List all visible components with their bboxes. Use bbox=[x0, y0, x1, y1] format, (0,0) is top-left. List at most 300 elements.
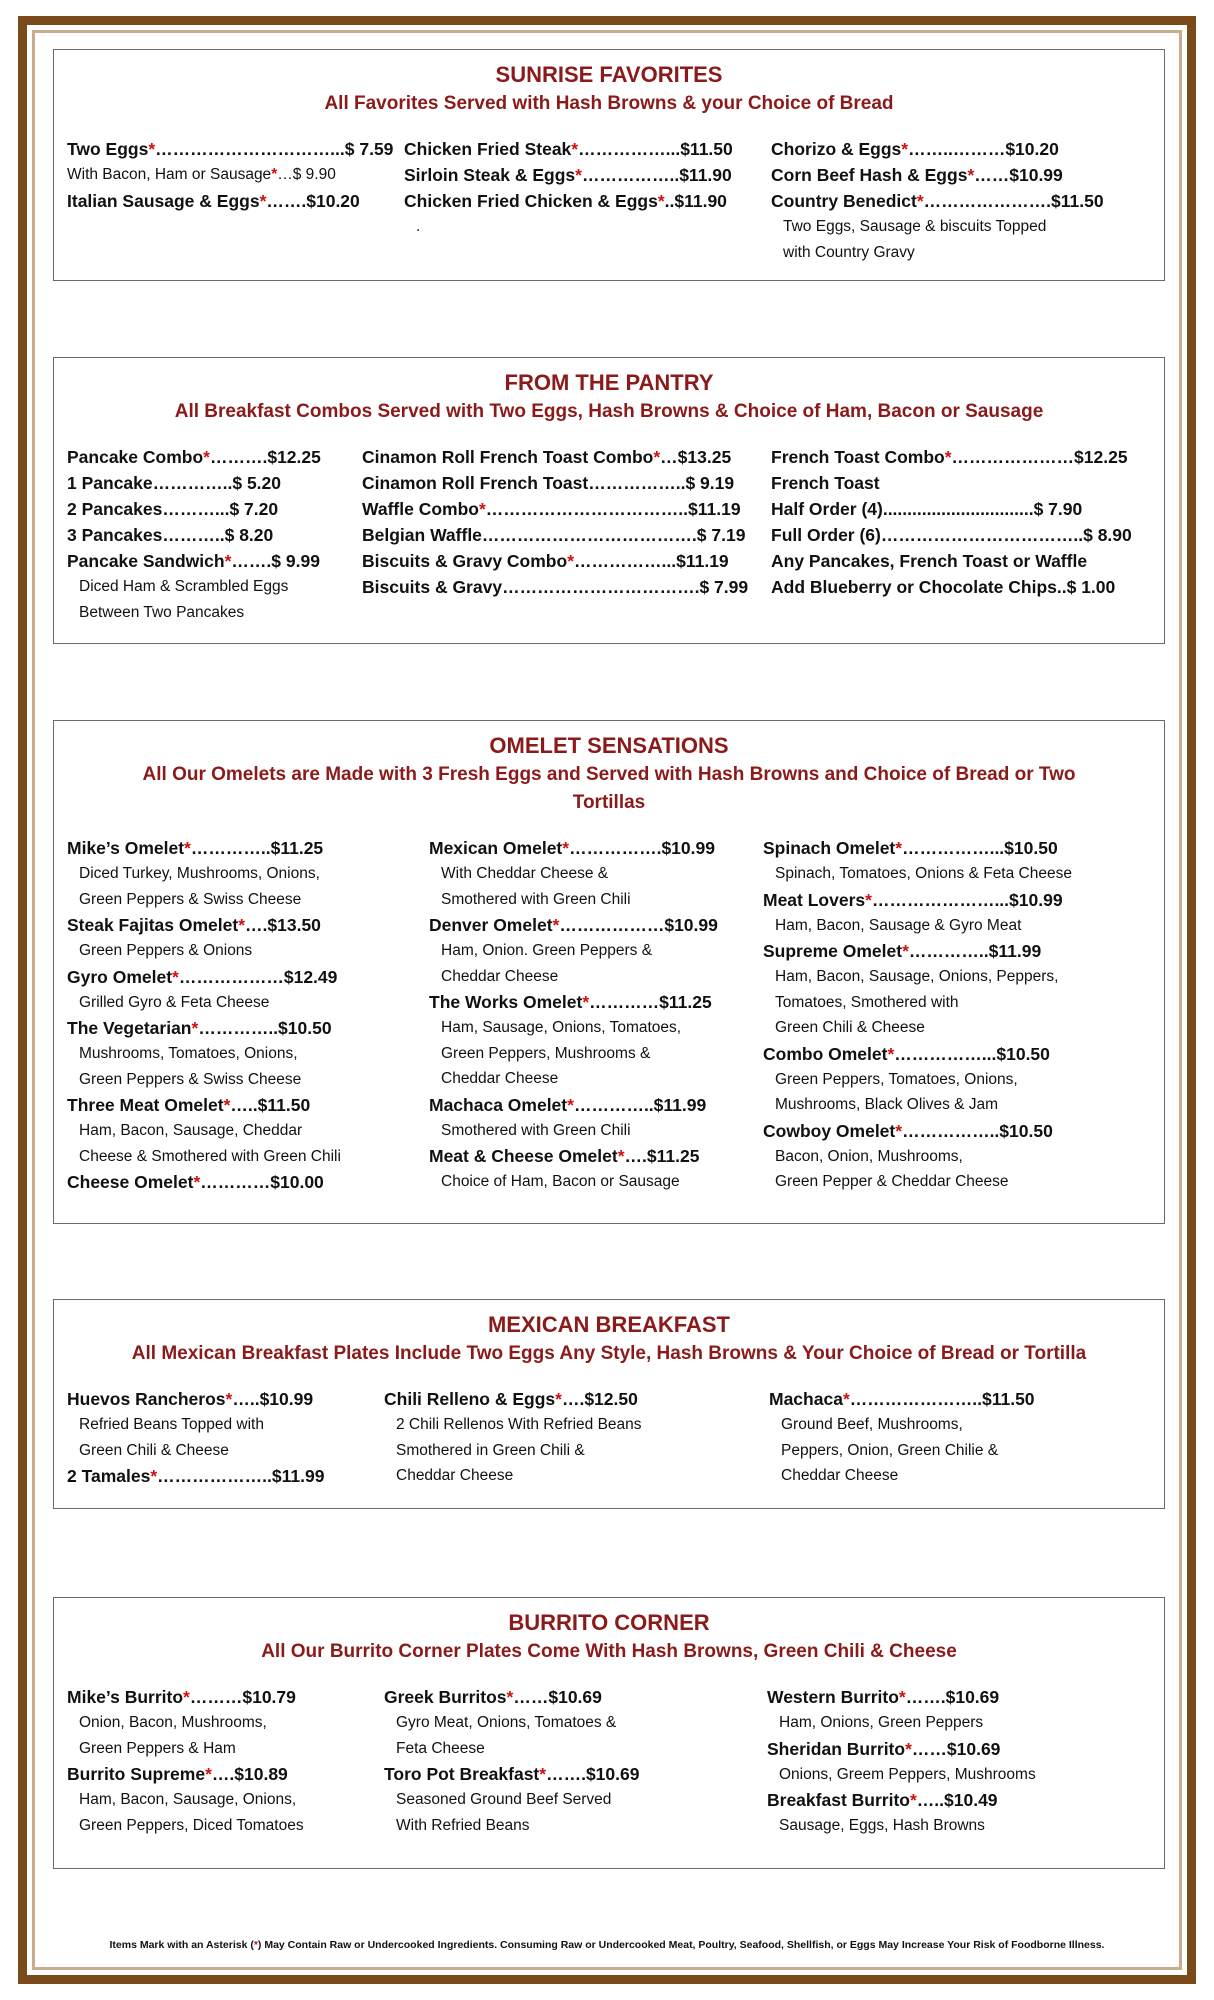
asterisk-marker: * bbox=[887, 1043, 895, 1064]
section-subtitle: All Mexican Breakfast Plates Include Two Eggs Any Style, Hash Browns & Your Choice of Bread or Tortilla bbox=[131, 1343, 1087, 1364]
menu-item-row bbox=[404, 188, 733, 214]
asterisk-marker: * bbox=[902, 941, 909, 961]
menu-item-name: 1 Pancake bbox=[67, 473, 153, 493]
menu-item-name: Cowboy Omelet bbox=[763, 1120, 896, 1141]
dot-leader: ………… bbox=[589, 992, 660, 1012]
menu-item-description: Onions, Greem Peppers, Mushrooms bbox=[779, 1765, 1036, 1783]
menu-item-row bbox=[67, 496, 321, 522]
menu-item-name: With Bacon, Ham or Sausage bbox=[67, 166, 272, 183]
section-burrito-corner bbox=[53, 1597, 1165, 1869]
menu-item-price: $10.99 bbox=[1009, 165, 1063, 185]
menu-item-row bbox=[362, 444, 748, 470]
menu-item-description: Mushrooms, Black Olives & Jam bbox=[775, 1096, 999, 1113]
menu-item-row bbox=[67, 912, 341, 938]
menu-item-name: Cheese Omelet bbox=[67, 1172, 194, 1192]
menu-item-name: 3 Pancakes bbox=[67, 525, 163, 545]
asterisk-marker: * bbox=[895, 1120, 903, 1141]
dot-leader: ……..……… bbox=[908, 139, 1006, 159]
menu-item-description: Green Peppers & Swiss Cheese bbox=[79, 1070, 302, 1088]
menu-item-name: Add Blueberry or Chocolate Chips bbox=[771, 577, 1057, 597]
dot-leader: ………….. bbox=[152, 473, 233, 493]
dot-leader: ……………………………. bbox=[502, 577, 700, 597]
menu-item-price: $12.49 bbox=[283, 966, 338, 987]
dot-leader: ….. bbox=[916, 1790, 945, 1810]
menu-item-row bbox=[362, 548, 748, 574]
menu-item-row bbox=[429, 912, 718, 938]
asterisk-marker: * bbox=[506, 1687, 514, 1707]
dot-leader: ……….. bbox=[162, 525, 225, 545]
menu-item-row bbox=[67, 1761, 304, 1787]
menu-item-description: Green Peppers & Onions bbox=[79, 942, 253, 959]
dot-leader: ………………… bbox=[951, 447, 1075, 467]
dot-leader: ………….. bbox=[190, 838, 271, 858]
menu-item-description: Cheddar Cheese bbox=[441, 967, 559, 985]
dot-leader: ……… bbox=[189, 1687, 243, 1707]
menu-item-name: Burrito Supreme bbox=[67, 1764, 206, 1784]
asterisk-marker: * bbox=[183, 1687, 190, 1707]
asterisk-marker: * bbox=[865, 889, 872, 910]
menu-item-name: Gyro Omelet bbox=[67, 966, 173, 987]
menu-item-price: $11.90 bbox=[679, 165, 732, 185]
section-title: FROM THE PANTRY bbox=[504, 370, 714, 395]
menu-item-description: Green Chili & Cheese bbox=[79, 1441, 229, 1459]
menu-item-name: Two Eggs bbox=[67, 139, 149, 159]
asterisk-marker: * bbox=[842, 1389, 850, 1409]
dot-leader: ……. bbox=[231, 551, 272, 571]
menu-item-name: Chorizo & Eggs bbox=[771, 139, 902, 159]
dot-leader: …… bbox=[911, 1738, 947, 1759]
menu-item-price: $10.20 bbox=[306, 191, 360, 211]
dot-leader: ……………….. bbox=[157, 1466, 272, 1486]
menu-item-name: Meat Lovers bbox=[763, 889, 866, 910]
asterisk-marker: * bbox=[259, 191, 267, 211]
menu-item-name: Breakfast Burrito bbox=[767, 1790, 910, 1810]
menu-item-name: Sheridan Burrito bbox=[767, 1738, 906, 1759]
menu-item-description: Cheddar Cheese bbox=[396, 1467, 514, 1484]
menu-item-row bbox=[771, 188, 1104, 214]
menu-item-description: Tomatoes, Smothered with bbox=[775, 993, 959, 1011]
menu-item-row bbox=[771, 522, 1132, 548]
menu-item-name: Steak Fajitas Omelet bbox=[67, 915, 239, 935]
dot-leader: … bbox=[277, 166, 293, 183]
menu-item-row bbox=[67, 522, 321, 548]
menu-item-price: $11.90 bbox=[674, 191, 727, 211]
menu-item-row bbox=[767, 1736, 1036, 1762]
menu-item-row bbox=[763, 938, 1072, 964]
asterisk-marker: * bbox=[657, 191, 665, 211]
dot-leader: …………………………….. bbox=[880, 525, 1084, 545]
menu-column-left bbox=[67, 1684, 304, 1838]
menu-item-price: $11.99 bbox=[653, 1094, 707, 1115]
disclaimer-text-start: Items Mark with an Asterisk ( bbox=[109, 1939, 254, 1951]
menu-item-row bbox=[362, 574, 748, 600]
menu-item-description: Ham, Bacon, Sausage, Onions, bbox=[79, 1791, 297, 1808]
menu-column-right bbox=[771, 136, 1104, 265]
menu-item-name: Cinamon Roll French Toast bbox=[362, 473, 589, 493]
menu-item-description: Ham, Bacon, Sausage, Cheddar bbox=[79, 1122, 303, 1139]
asterisk-marker: * bbox=[238, 915, 246, 935]
dot-leader: ………………………………. bbox=[481, 525, 697, 545]
dot-leader: …. bbox=[624, 1146, 647, 1166]
section-sunrise-favorites bbox=[53, 49, 1165, 281]
dot-leader: ……. bbox=[905, 1687, 946, 1707]
menu-item-row bbox=[771, 470, 1132, 496]
menu-item-name: Corn Beef Hash & Eggs bbox=[771, 165, 968, 185]
asterisk-marker: * bbox=[552, 915, 560, 935]
menu-column-right bbox=[771, 444, 1132, 600]
menu-item-description: Ham, Sausage, Onions, Tomatoes, bbox=[441, 1019, 682, 1036]
dot-leader: …. bbox=[211, 1764, 235, 1784]
menu-item-name: The Works Omelet bbox=[429, 992, 583, 1012]
dot-leader: ………... bbox=[162, 499, 230, 519]
menu-item-row bbox=[771, 136, 1104, 162]
menu-item-name: French Toast Combo bbox=[771, 447, 945, 467]
menu-item-row bbox=[763, 1041, 1072, 1067]
asterisk-marker: * bbox=[898, 1687, 906, 1707]
menu-item-price: $ 8.20 bbox=[224, 525, 274, 545]
menu-item-description: Grilled Gyro & Feta Cheese bbox=[79, 993, 270, 1011]
menu-item-row bbox=[67, 1684, 304, 1710]
menu-item-row bbox=[67, 1386, 324, 1412]
menu-item-row bbox=[67, 444, 321, 470]
asterisk-marker: * bbox=[895, 838, 903, 858]
asterisk-marker: * bbox=[916, 191, 924, 211]
menu-item-description: Green Peppers, Diced Tomatoes bbox=[79, 1816, 304, 1834]
asterisk-marker: * bbox=[184, 838, 191, 858]
menu-item-row bbox=[67, 1169, 341, 1195]
menu-item-price: $10.99 bbox=[661, 838, 715, 858]
asterisk-marker: * bbox=[191, 1018, 199, 1038]
asterisk-marker: * bbox=[478, 499, 486, 519]
section-from-the-pantry bbox=[53, 357, 1165, 644]
dot-leader: ……………… bbox=[178, 966, 284, 987]
section-mexican-breakfast bbox=[53, 1299, 1165, 1509]
asterisk-marker: * bbox=[905, 1738, 912, 1759]
disclaimer-text-end: ) May Contain Raw or Undercooked Ingredients. Consuming Raw or Undercooked Meat, Poultry, Seafood, Shellfish, or Eggs May Increase Your Risk of Foodborne Illness. bbox=[257, 1939, 1105, 1951]
menu-item-name: Denver Omelet bbox=[429, 915, 553, 935]
menu-item-description: Two Eggs, Sausage & biscuits Topped bbox=[783, 218, 1047, 235]
menu-item-description: Smothered with Green Chili bbox=[441, 890, 631, 908]
menu-item-row bbox=[404, 162, 733, 188]
menu-item-name: French Toast bbox=[771, 473, 880, 493]
menu-item-row bbox=[67, 188, 393, 214]
menu-column-left bbox=[67, 444, 321, 625]
menu-item-name: Cinamon Roll French Toast Combo bbox=[362, 447, 654, 467]
asterisk-marker: * bbox=[148, 139, 156, 159]
menu-item-price: $ 5.20 bbox=[232, 473, 282, 493]
menu-item-name: Waffle Combo bbox=[362, 499, 479, 519]
menu-item-price: $11.50 bbox=[1051, 191, 1104, 211]
dot-leader: .. bbox=[1056, 577, 1067, 597]
menu-item-name: Biscuits & Gravy bbox=[362, 577, 503, 597]
asterisk-marker: * bbox=[193, 1172, 201, 1192]
menu-item-name: Western Burrito bbox=[767, 1687, 899, 1707]
dot-leader: …………….. bbox=[581, 165, 680, 185]
menu-item-price: $ 7.90 bbox=[1033, 499, 1083, 519]
menu-item-row bbox=[771, 496, 1132, 522]
dot-leader: … bbox=[660, 447, 678, 467]
dot-leader: ….. bbox=[230, 1095, 258, 1115]
menu-item-description: Seasoned Ground Beef Served bbox=[396, 1791, 612, 1808]
asterisk-marker: * bbox=[150, 1466, 158, 1486]
menu-item-name: Belgian Waffle bbox=[362, 525, 482, 545]
menu-item-price: $10.89 bbox=[234, 1764, 288, 1784]
menu-item-description: Cheddar Cheese bbox=[441, 1070, 559, 1087]
dot-leader: ……………… bbox=[559, 915, 665, 935]
dot-leader: …………………... bbox=[871, 889, 1010, 910]
menu-item-name: Full Order (6) bbox=[771, 525, 881, 545]
menu-item-name: Supreme Omelet bbox=[763, 941, 903, 961]
menu-item-description: Green Pepper & Cheddar Cheese bbox=[775, 1173, 1009, 1190]
menu-item-name: Mike’s Burrito bbox=[67, 1687, 184, 1707]
menu-column-middle bbox=[362, 444, 748, 600]
menu-item-name: Spinach Omelet bbox=[763, 838, 896, 858]
menu-item-name: Pancake Sandwich bbox=[67, 551, 225, 571]
menu-item-description: Smothered in Green Chili & bbox=[396, 1441, 585, 1459]
dot-leader: ............................... bbox=[882, 499, 1034, 519]
menu-item-row bbox=[67, 470, 321, 496]
menu-item-row bbox=[771, 548, 1132, 574]
section-subtitle: All Our Omelets are Made with 3 Fresh Eggs and Served with Hash Browns and Choice of Bread or Two Tortillas bbox=[142, 764, 1076, 813]
menu-item-price: $11.50 bbox=[981, 1389, 1035, 1409]
dot-leader: …… bbox=[513, 1687, 549, 1707]
dot-leader: ………….. bbox=[198, 1018, 279, 1038]
menu-item-row bbox=[67, 1463, 324, 1489]
dot-leader: ………. bbox=[209, 447, 268, 467]
menu-item-price: $11.99 bbox=[271, 1466, 325, 1486]
section-omelet-sensations bbox=[53, 720, 1165, 1224]
menu-item-price: $11.19 bbox=[676, 551, 729, 571]
menu-item-row bbox=[767, 1684, 1036, 1710]
asterisk-marker: * bbox=[205, 1764, 212, 1784]
menu-item-name: Country Benedict bbox=[771, 191, 917, 211]
menu-item-description: Mushrooms, Tomatoes, Onions, bbox=[79, 1045, 298, 1062]
asterisk-marker: * bbox=[901, 139, 909, 159]
menu-item-description: Green Chili & Cheese bbox=[775, 1019, 925, 1036]
menu-item-price: $ 7.99 bbox=[699, 577, 749, 597]
menu-item-name: Mike’s Omelet bbox=[67, 838, 185, 858]
menu-item-description: Ham, Onions, Green Peppers bbox=[779, 1714, 984, 1731]
menu-item-row bbox=[67, 162, 393, 188]
asterisk-marker: * bbox=[909, 1790, 917, 1810]
menu-item-price: $ 9.19 bbox=[685, 473, 735, 493]
menu-item-name: The Vegetarian bbox=[67, 1018, 192, 1038]
menu-item-price: $ 7.20 bbox=[229, 499, 279, 519]
menu-item-name: Combo Omelet bbox=[763, 1043, 888, 1064]
menu-item-name: Greek Burritos bbox=[384, 1687, 507, 1707]
menu-item-price: $10.50 bbox=[996, 1043, 1050, 1064]
dot-leader: ……………... bbox=[894, 1043, 997, 1064]
section-title: MEXICAN BREAKFAST bbox=[487, 1312, 730, 1337]
menu-item-row bbox=[771, 574, 1132, 600]
menu-item-name: Toro Pot Breakfast bbox=[384, 1764, 540, 1784]
asterisk-marker: * bbox=[582, 992, 590, 1012]
asterisk-marker: * bbox=[555, 1389, 562, 1409]
menu-item-row bbox=[429, 1092, 718, 1118]
menu-item-description: 2 Chili Rellenos With Refried Beans bbox=[396, 1416, 642, 1433]
menu-item-description: Smothered with Green Chili bbox=[441, 1121, 631, 1139]
menu-item-row bbox=[771, 162, 1104, 188]
menu-item-price: $11.25 bbox=[646, 1146, 700, 1166]
menu-item-description: Cheese & Smothered with Green Chili bbox=[79, 1147, 341, 1165]
menu-item-row bbox=[763, 835, 1072, 861]
menu-item-row bbox=[362, 496, 748, 522]
menu-column-middle bbox=[404, 136, 733, 240]
menu-item-price: $12.50 bbox=[584, 1389, 638, 1409]
menu-item-name: Chicken Fried Steak bbox=[404, 139, 572, 159]
asterisk-marker: * bbox=[571, 139, 579, 159]
dot-leader: …………….. bbox=[902, 1120, 1000, 1141]
section-subtitle: All Favorites Served with Hash Browns & your Choice of Bread bbox=[324, 93, 894, 114]
menu-item-price: $ 9.99 bbox=[271, 551, 320, 571]
menu-item-name: Pancake Combo bbox=[67, 447, 204, 467]
menu-item-description: Spinach, Tomatoes, Onions & Feta Cheese bbox=[775, 865, 1072, 882]
menu-item-name: 2 Tamales bbox=[67, 1466, 151, 1486]
menu-item-row bbox=[384, 1761, 639, 1787]
asterisk-marker: * bbox=[562, 838, 570, 858]
menu-item-description: Choice of Ham, Bacon or Sausage bbox=[441, 1173, 680, 1190]
menu-item-price: $11.99 bbox=[988, 941, 1042, 961]
menu-item-description: With Cheddar Cheese & bbox=[441, 865, 609, 882]
section-subtitle: All Our Burrito Corner Plates Come With Hash Browns, Green Chili & Cheese bbox=[261, 1641, 957, 1662]
menu-item-price: $10.50 bbox=[999, 1120, 1053, 1141]
menu-item-name: Italian Sausage & Eggs bbox=[67, 191, 260, 211]
section-title: SUNRISE FAVORITES bbox=[495, 62, 723, 87]
menu-item-price: $10.69 bbox=[946, 1738, 1001, 1759]
menu-item-price: $10.99 bbox=[1009, 889, 1063, 910]
menu-item-description: With Refried Beans bbox=[396, 1816, 530, 1834]
dot-leader: ……………... bbox=[574, 551, 677, 571]
menu-item-price: $ 1.00 bbox=[1066, 577, 1116, 597]
menu-item-name: 2 Pancakes bbox=[67, 499, 163, 519]
menu-item-name: Machaca bbox=[769, 1389, 843, 1409]
menu-item-description: . bbox=[416, 218, 421, 235]
menu-item-description: with Country Gravy bbox=[783, 243, 915, 261]
dot-leader: …… bbox=[974, 165, 1010, 185]
dot-leader: ………………….. bbox=[849, 1389, 982, 1409]
menu-item-name: Mexican Omelet bbox=[429, 838, 563, 858]
section-subtitle: All Breakfast Combos Served with Two Eggs, Hash Browns & Choice of Ham, Bacon or Sausage bbox=[174, 401, 1044, 422]
asterisk-marker: * bbox=[224, 551, 232, 571]
asterisk-marker: * bbox=[944, 447, 952, 467]
menu-column-middle bbox=[384, 1386, 642, 1489]
dot-leader: ……………... bbox=[902, 838, 1005, 858]
asterisk-marker: * bbox=[223, 1095, 231, 1115]
menu-item-row bbox=[771, 444, 1132, 470]
menu-item-row bbox=[404, 136, 733, 162]
menu-item-description: Green Peppers, Tomatoes, Onions, bbox=[775, 1070, 1018, 1088]
menu-item-price: $11.50 bbox=[680, 139, 733, 159]
menu-item-price: $10.49 bbox=[944, 1790, 998, 1810]
menu-column-right bbox=[767, 1684, 1036, 1839]
menu-item-price: $11.25 bbox=[659, 992, 712, 1012]
dot-leader: .. bbox=[664, 191, 675, 211]
menu-item-description: Ground Beef, Mushrooms, bbox=[781, 1416, 963, 1433]
menu-item-row bbox=[67, 964, 341, 990]
menu-item-price: $ 9.90 bbox=[292, 166, 336, 183]
dot-leader: …. bbox=[245, 915, 268, 935]
menu-item-description: Ham, Bacon, Sausage, Onions, Peppers, bbox=[775, 968, 1059, 985]
menu-item-row bbox=[67, 548, 321, 574]
asterisk-marker: * bbox=[271, 166, 278, 183]
menu-item-description: Peppers, Onion, Green Chilie & bbox=[781, 1441, 999, 1459]
menu-item-row bbox=[362, 470, 748, 496]
dot-leader: ……………... bbox=[578, 139, 681, 159]
menu-item-price: $11.25 bbox=[270, 838, 324, 858]
menu-item-price: $11.50 bbox=[257, 1095, 311, 1115]
section-title: OMELET SENSATIONS bbox=[489, 733, 729, 758]
section-title: BURRITO CORNER bbox=[508, 1610, 710, 1635]
dot-leader: ….. bbox=[232, 1389, 260, 1409]
menu-item-name: Biscuits & Gravy Combo bbox=[362, 551, 568, 571]
dot-leader: …. bbox=[561, 1389, 585, 1409]
menu-item-description: Refried Beans Topped with bbox=[79, 1416, 264, 1433]
menu-item-description: Cheddar Cheese bbox=[781, 1467, 899, 1484]
dot-leader: ……. bbox=[546, 1764, 586, 1784]
menu-item-description: Diced Turkey, Mushrooms, Onions, bbox=[79, 865, 320, 882]
menu-item-price: $12.25 bbox=[267, 447, 321, 467]
menu-item-name: Meat & Cheese Omelet bbox=[429, 1146, 618, 1166]
dot-leader: ……………. bbox=[569, 838, 662, 858]
menu-column-middle bbox=[384, 1684, 639, 1838]
asterisk-marker: * bbox=[567, 1094, 574, 1115]
menu-column-right bbox=[763, 835, 1072, 1195]
menu-item-price: $ 8.90 bbox=[1083, 525, 1132, 545]
menu-item-description: Bacon, Onion, Mushrooms, bbox=[775, 1147, 963, 1165]
dot-leader: ………… bbox=[200, 1172, 271, 1192]
dot-leader: …………………………….. bbox=[485, 499, 689, 519]
asterisk-marker: * bbox=[253, 1939, 258, 1951]
menu-item-price: $10.99 bbox=[259, 1389, 314, 1409]
menu-item-description: Sausage, Eggs, Hash Browns bbox=[779, 1817, 985, 1834]
menu-column-left bbox=[67, 136, 393, 214]
menu-item-name: Sirloin Steak & Eggs bbox=[404, 165, 576, 185]
menu-item-row bbox=[384, 1386, 642, 1412]
menu-item-row bbox=[67, 1092, 341, 1118]
asterisk-marker: * bbox=[539, 1764, 547, 1784]
menu-item-row bbox=[362, 522, 748, 548]
menu-column-left bbox=[67, 1386, 324, 1489]
menu-item-row bbox=[384, 1684, 639, 1710]
menu-item-description: Ham, Bacon, Sausage & Gyro Meat bbox=[775, 916, 1022, 934]
menu-item-row bbox=[767, 1787, 1036, 1813]
menu-item-name: Machaca Omelet bbox=[429, 1094, 568, 1115]
menu-item-row bbox=[67, 835, 341, 861]
asterisk-marker: * bbox=[575, 165, 582, 185]
menu-item-description: Green Peppers, Mushrooms & bbox=[441, 1044, 651, 1062]
menu-item-price: $13.50 bbox=[267, 915, 321, 935]
menu-item-price: $10.50 bbox=[1004, 838, 1058, 858]
menu-item-description: Green Peppers & Ham bbox=[79, 1739, 236, 1757]
menu-item-name: Chicken Fried Chicken & Eggs bbox=[404, 191, 658, 211]
asterisk-marker: * bbox=[967, 165, 975, 185]
menu-item-name: Three Meat Omelet bbox=[67, 1095, 224, 1115]
menu-item-row bbox=[67, 1015, 341, 1041]
menu-item-price: $ 7.59 bbox=[344, 139, 394, 159]
menu-column-right bbox=[769, 1386, 1035, 1489]
menu-item-price: $10.69 bbox=[585, 1764, 640, 1784]
menu-item-name: Chili Relleno & Eggs bbox=[384, 1389, 556, 1409]
asterisk-marker: * bbox=[617, 1146, 625, 1166]
asterisk-marker: * bbox=[567, 551, 575, 571]
menu-item-row bbox=[769, 1386, 1035, 1412]
menu-item-name: Any Pancakes, French Toast or Waffle bbox=[771, 551, 1088, 571]
asterisk-marker: * bbox=[172, 966, 179, 987]
raw-food-disclaimer bbox=[80, 1938, 1134, 1952]
menu-item-name: Huevos Rancheros bbox=[67, 1389, 226, 1409]
menu-item-price: $10.20 bbox=[1005, 139, 1059, 159]
asterisk-marker: * bbox=[225, 1389, 233, 1409]
